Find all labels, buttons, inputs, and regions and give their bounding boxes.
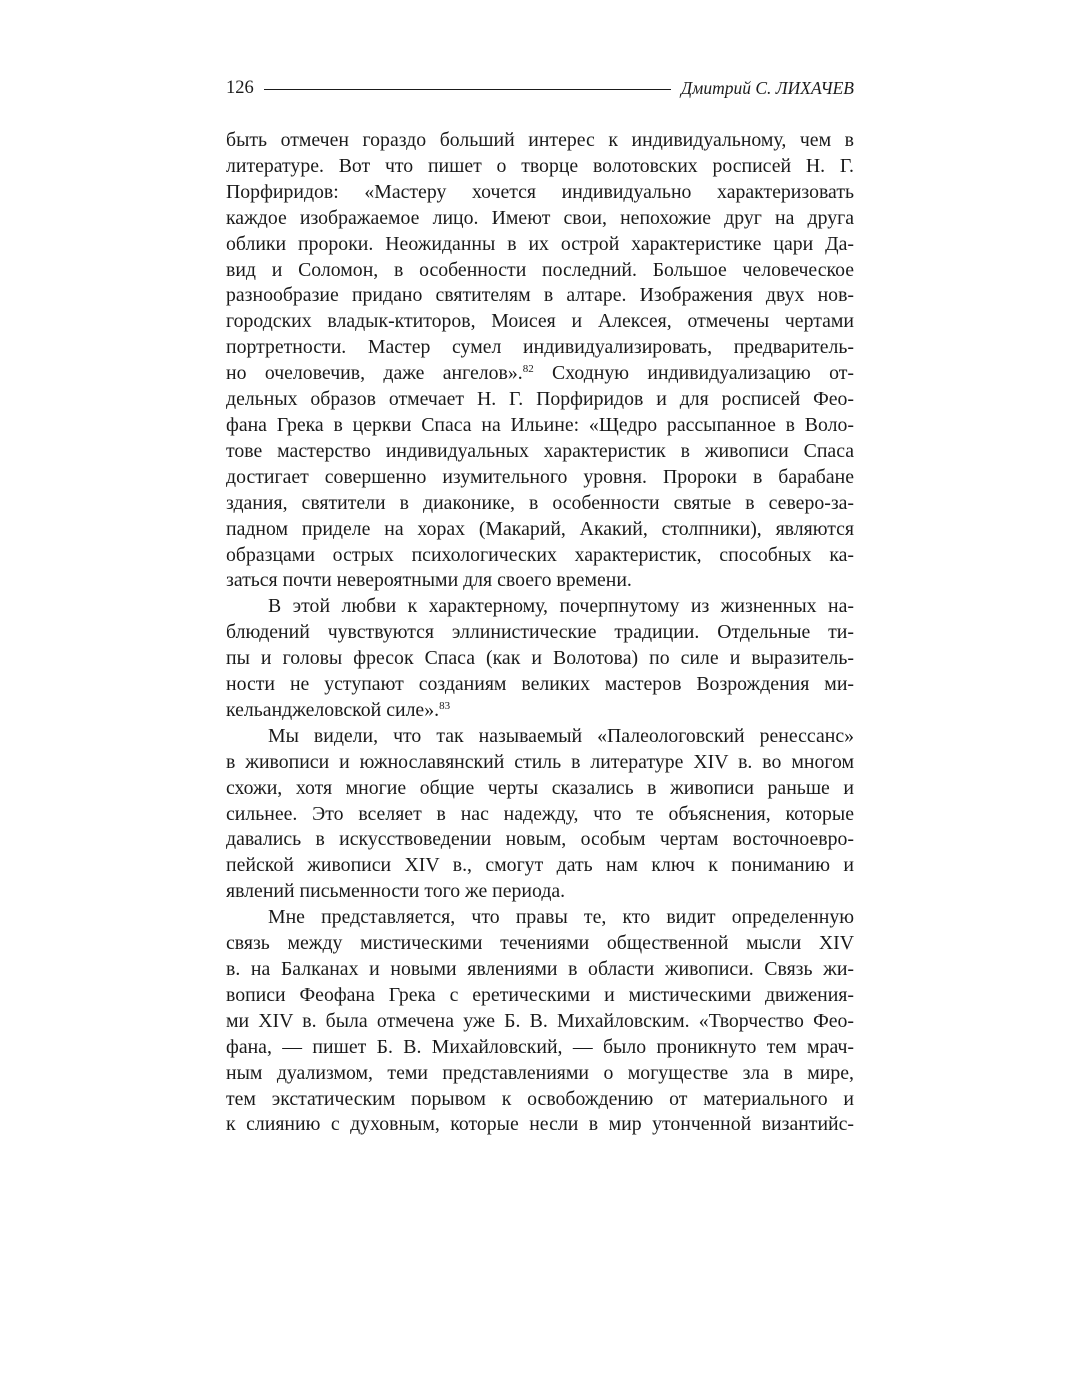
text-line: к слиянию с духовным, которые несли в мир утонченной византийс- (226, 1113, 854, 1136)
text-line: ным дуализмом, теми представлениями о могуществе зла в мире, (226, 1061, 854, 1084)
text-line: Порфиридов: «Мастеру хочется индивидуально характеризовать (226, 180, 854, 203)
page-number: 126 (226, 77, 254, 98)
text-line: дельных образов отмечает Н. Г. Порфиридов и для росписей Фео- (226, 388, 854, 411)
text-fragment: кельанджеловской силе». (226, 698, 440, 721)
text-fragment: но очеловечив, даже ангелов». (226, 362, 523, 385)
paragraph-3 (226, 724, 854, 905)
body-text (226, 128, 854, 1138)
book-page (226, 70, 854, 1138)
text-line: Мне представляется, что правы те, кто видит определенную (268, 906, 854, 929)
running-head (226, 70, 854, 106)
text-line: быть отмечен гораздо больший интерес к индивидуальному, чем в (226, 129, 854, 151)
text-line: блюдений чувствуются эллинистические традиции. Отдельные ти- (226, 621, 854, 644)
text-line: тове мастерство индивидуальных характеристик в живописи Спаса (226, 439, 854, 462)
running-title: Дмитрий С. ЛИХАЧЕВ (681, 77, 854, 98)
header-rule (264, 89, 671, 90)
paragraph-2 (226, 594, 854, 724)
text-line: Мы видели, что так называемый «Палеологовский ренессанс» (268, 724, 854, 747)
paragraph-1 (226, 128, 854, 594)
text-line: фана, — пишет Б. В. Михайловский, — было проникнуто тем мрач- (226, 1035, 854, 1058)
text-line: ми XIV в. была отмечена уже Б. В. Михайловским. «Творчество Фео- (226, 1009, 854, 1032)
text-line: портретности. Мастер сумел индивидуализировать, предваритель- (226, 336, 854, 359)
text-line: падном приделе на хорах (Макарий, Акакий, столпники), являются (226, 517, 854, 540)
text-line: схожи, хотя многие общие черты сказались в живописи раньше и (226, 776, 854, 799)
text-line: вописи Феофана Грека с еретическими и мистическими движения- (226, 983, 854, 1006)
text-line: явлений письменности того же периода. (226, 880, 566, 903)
text-fragment: Сходную индивидуализацию от- (533, 362, 854, 385)
paragraph-4 (226, 905, 854, 1138)
text-line: городских владык-ктиторов, Моисея и Алексея, отмечены чертами (226, 310, 854, 333)
text-line: каждое изображаемое лицо. Имеют свои, непохожие друг на друга (226, 206, 854, 229)
text-line: образцами острых психологических характеристик, способных ка- (226, 543, 854, 566)
text-line: в живописи и южнославянский стиль в литературе XIV в. во многом (226, 750, 854, 773)
text-line-with-footnote (226, 361, 854, 387)
text-line: здания, святители в диаконике, в особенности святые в северо-за- (226, 491, 854, 514)
text-line: фана Грека в церкви Спаса на Ильине: «Щедро рассыпанное в Воло- (226, 413, 854, 436)
text-line: тем экстатическим порывом к освобождению от материального и (226, 1087, 854, 1110)
text-line: достигает совершенно изумительного уровня. Пророки в барабане (226, 465, 854, 488)
text-line: облики пророки. Неожиданны в их острой характеристике цари Да- (226, 232, 854, 255)
text-line: давались в искусствоведении новым, особым чертам восточноевро- (226, 828, 854, 851)
text-line: сильнее. Это вселяет в нас надежду, что те объяснения, которые (226, 802, 854, 825)
text-line: разнообразие придано святителям в алтаре. Изображения двух нов- (226, 284, 854, 307)
footnote-ref-82[interactable]: 82 (522, 363, 534, 376)
text-line: пейской живописи XIV в., смогут дать нам ключ к пониманию и (226, 854, 854, 877)
text-line: в. на Балканах и новыми явлениями в области живописи. Связь жи- (226, 958, 854, 980)
text-line: В этой любви к характерному, почерпнутому из жизненных на- (268, 595, 854, 618)
text-line: заться почти невероятными для своего времени. (226, 569, 632, 592)
text-line: вид и Соломон, в особенности последний. Большое человеческое (226, 258, 854, 281)
text-line-with-footnote (226, 698, 854, 724)
text-line: связь между мистическими течениями общественной мысли XIV (226, 932, 854, 955)
text-line: ности не уступают созданиям великих мастеров Возрождения ми- (226, 673, 854, 696)
text-line: литературе. Вот что пишет о творце волотовских росписей Н. Г. (226, 154, 854, 177)
text-line: пы и головы фресок Спаса (как и Волотова) по силе и выразитель- (226, 647, 854, 670)
footnote-ref-83[interactable]: 83 (439, 699, 451, 712)
